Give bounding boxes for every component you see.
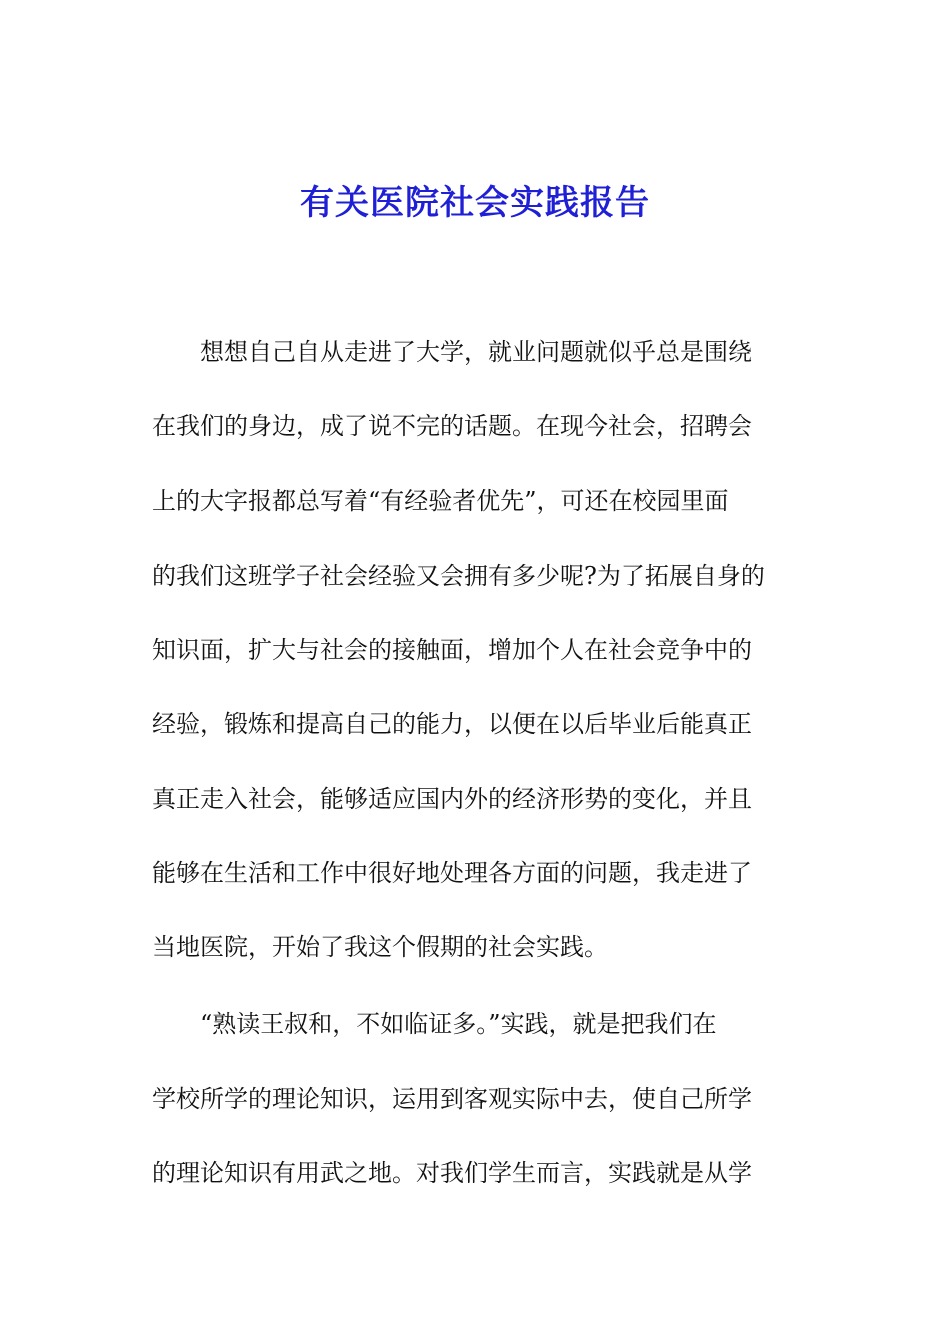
paragraph-1-line-6: 经验，锻炼和提高自己的能力，以便在以后毕业后能真正 <box>152 710 752 738</box>
paragraph-1-line-3: 上的大字报都总写着“有经验者优先”，可还在校园里面 <box>152 487 729 515</box>
paragraph-2-line-1: “熟读王叔和，不如临证多。”实践，就是把我们在 <box>200 1010 717 1038</box>
paragraph-1-line-5: 知识面，扩大与社会的接触面，增加个人在社会竞争中的 <box>152 636 752 664</box>
document-title: 有关医院社会实践报告 <box>300 183 650 223</box>
paragraph-1-line-4: 的我们这班学子社会经验又会拥有多少呢?为了拓展自身的 <box>152 562 765 590</box>
paragraph-1-line-9: 当地医院，开始了我这个假期的社会实践。 <box>152 933 608 961</box>
paragraph-1-line-8: 能够在生活和工作中很好地处理各方面的问题，我走进了 <box>152 859 752 887</box>
paragraph-2-line-3: 的理论知识有用武之地。对我们学生而言，实践就是从学 <box>152 1159 752 1187</box>
paragraph-1-line-7: 真正走入社会，能够适应国内外的经济形势的变化，并且 <box>152 785 752 813</box>
paragraph-1-line-1: 想想自己自从走进了大学，就业问题就似乎总是围绕 <box>200 338 752 366</box>
paragraph-1-line-2: 在我们的身边，成了说不完的话题。在现今社会，招聘会 <box>152 412 752 440</box>
paragraph-2-line-2: 学校所学的理论知识，运用到客观实际中去，使自己所学 <box>152 1085 752 1113</box>
